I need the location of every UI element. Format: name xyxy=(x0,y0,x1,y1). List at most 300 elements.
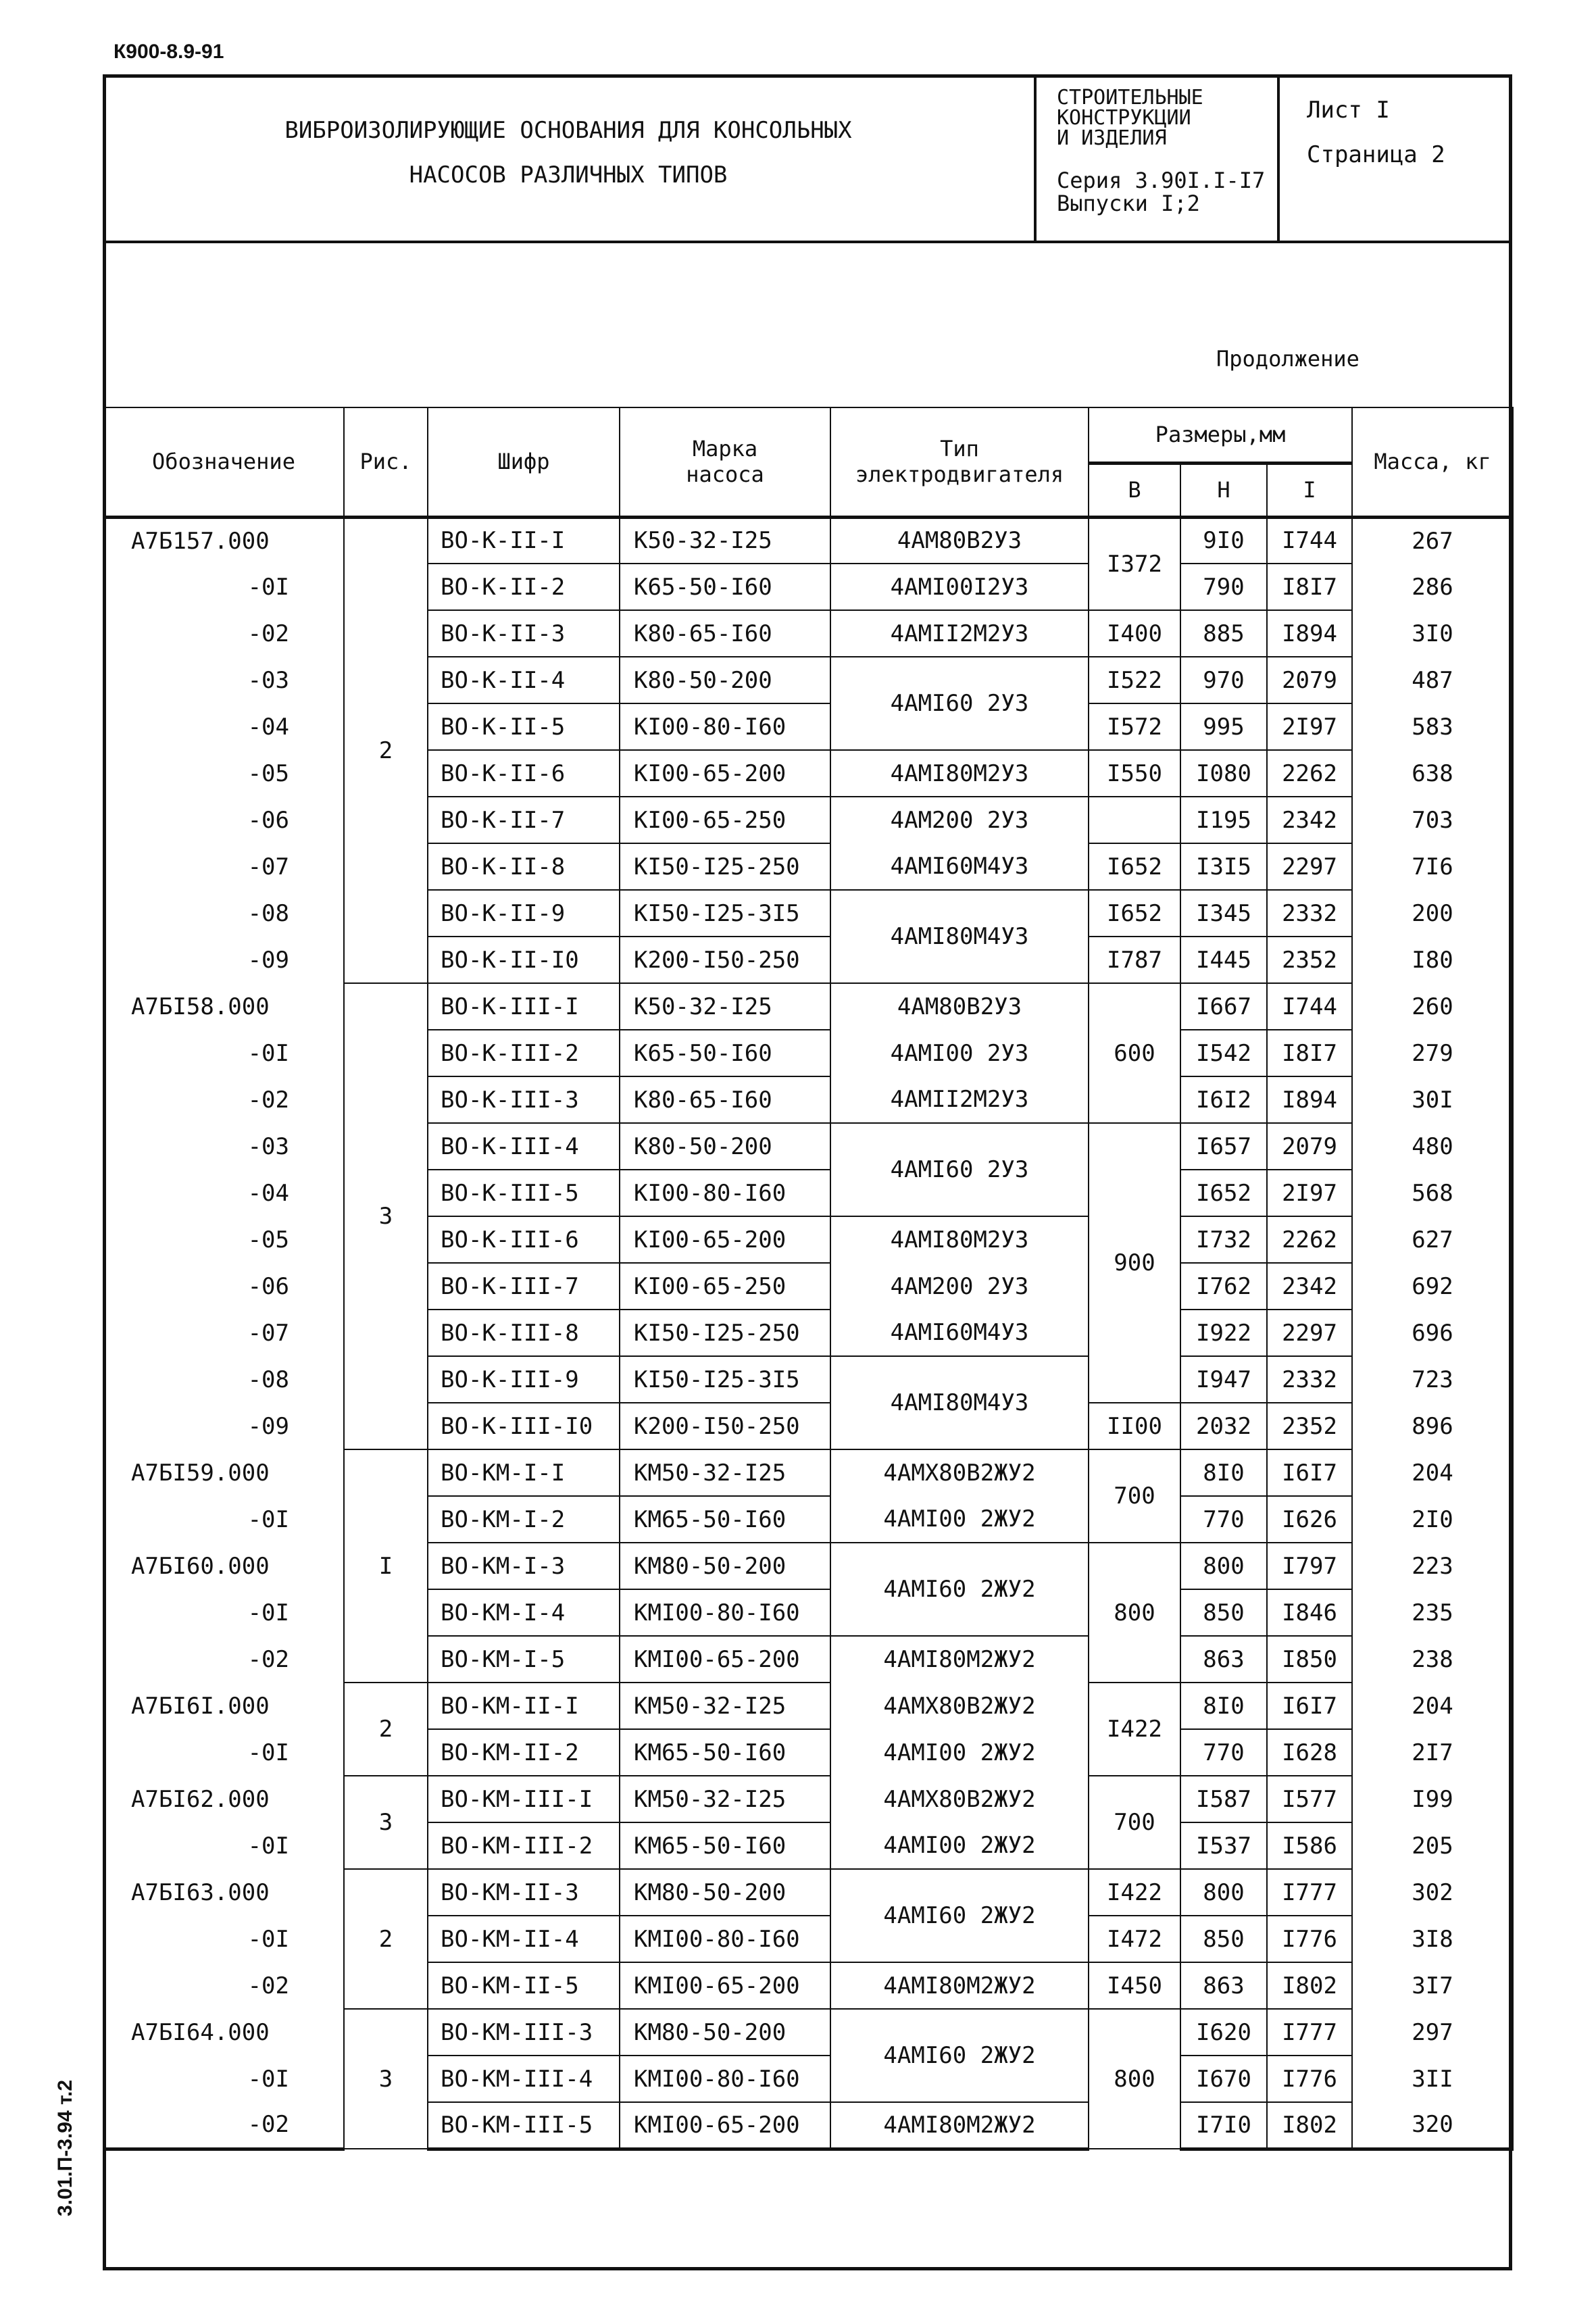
header-pump xyxy=(620,407,830,517)
table-row xyxy=(103,1030,1513,1076)
cipher-cell: ВО-К-III-4 xyxy=(428,1123,620,1170)
designation-cell: -03 xyxy=(103,1123,344,1170)
sheet-info xyxy=(1307,88,1445,177)
table-row xyxy=(103,937,1513,983)
motor-cell: 4АМII2М2У3 xyxy=(830,610,1089,657)
dim-b-cell: 800 xyxy=(1089,1543,1180,1683)
figure-cell: I xyxy=(344,1449,428,1683)
pump-cell: К65-50-I60 xyxy=(620,1030,830,1076)
mass-cell: 2I7 xyxy=(1352,1729,1513,1776)
title-divider xyxy=(1277,74,1280,241)
cipher-cell: ВО-КМ-I-4 xyxy=(428,1589,620,1636)
pump-cell: К80-65-I60 xyxy=(620,1076,830,1123)
designation-cell: -08 xyxy=(103,890,344,937)
dim-l-cell: I577 xyxy=(1267,1776,1352,1822)
pump-cell: КМI00-65-200 xyxy=(620,1962,830,2009)
header-motor-line-2: электродвигателя xyxy=(855,462,1064,488)
dim-h-cell: 995 xyxy=(1180,703,1267,750)
mass-cell: 696 xyxy=(1352,1310,1513,1356)
pump-cell: КМ80-50-200 xyxy=(620,1543,830,1589)
header-mass: Масса, кг xyxy=(1352,407,1513,517)
dim-h-cell: I587 xyxy=(1180,1776,1267,1822)
mass-cell: 692 xyxy=(1352,1263,1513,1310)
sheet-number: Лист I xyxy=(1307,97,1390,124)
dim-b-cell: I652 xyxy=(1089,843,1180,890)
mass-cell: 723 xyxy=(1352,1356,1513,1403)
motor-cell: 4АМI60М4У3 xyxy=(830,1310,1089,1356)
dim-l-cell: 2332 xyxy=(1267,890,1352,937)
cipher-cell: ВО-КМ-III-3 xyxy=(428,2009,620,2056)
figure-cell: 3 xyxy=(344,983,428,1449)
figure-cell: 3 xyxy=(344,2009,428,2149)
dim-h-cell: I732 xyxy=(1180,1216,1267,1263)
dim-l-cell: I777 xyxy=(1267,2009,1352,2056)
table-row xyxy=(103,797,1513,843)
designation-cell: -05 xyxy=(103,750,344,797)
mass-cell: 7I6 xyxy=(1352,843,1513,890)
pump-cell: К80-65-I60 xyxy=(620,610,830,657)
dim-b-cell: 600 xyxy=(1089,983,1180,1123)
pump-cell: КI00-65-200 xyxy=(620,1216,830,1263)
mass-cell: 204 xyxy=(1352,1683,1513,1729)
mass-cell: 638 xyxy=(1352,750,1513,797)
pump-cell: КМ80-50-200 xyxy=(620,2009,830,2056)
dim-l-cell: I894 xyxy=(1267,1076,1352,1123)
cipher-cell: ВО-К-II-7 xyxy=(428,797,620,843)
pump-cell: КМI00-80-I60 xyxy=(620,2056,830,2102)
pump-cell: КМ65-50-I60 xyxy=(620,1822,830,1869)
motor-cell: 4АМХ80В2ЖУ2 xyxy=(830,1449,1089,1496)
header-motor xyxy=(830,407,1089,517)
motor-cell: 4АМI60 2ЖУ2 xyxy=(830,1543,1089,1636)
cipher-cell: ВО-КМ-III-I xyxy=(428,1776,620,1822)
motor-cell: 4АМI60 2ЖУ2 xyxy=(830,2009,1089,2102)
dim-h-cell: 850 xyxy=(1180,1916,1267,1962)
motor-cell: 4АМI80М2ЖУ2 xyxy=(830,2102,1089,2149)
dim-b-cell: I422 xyxy=(1089,1869,1180,1916)
dim-h-cell: 790 xyxy=(1180,564,1267,610)
cipher-cell: ВО-К-III-9 xyxy=(428,1356,620,1403)
designation-cell: А7БI64.000 xyxy=(103,2009,344,2056)
table-row xyxy=(103,1776,1513,1822)
document-title xyxy=(103,108,1034,197)
dim-h-cell: 970 xyxy=(1180,657,1267,703)
designation-cell: -09 xyxy=(103,1403,344,1449)
dim-h-cell: I922 xyxy=(1180,1310,1267,1356)
table-row xyxy=(103,750,1513,797)
cipher-cell: ВО-К-III-5 xyxy=(428,1170,620,1216)
dim-h-cell: 8I0 xyxy=(1180,1683,1267,1729)
dim-l-cell: 2079 xyxy=(1267,1123,1352,1170)
figure-cell: 2 xyxy=(344,1683,428,1776)
dim-b-cell: 800 xyxy=(1089,2009,1180,2149)
designation-cell: А7БI62.000 xyxy=(103,1776,344,1822)
dim-l-cell: 2079 xyxy=(1267,657,1352,703)
dim-h-cell: 863 xyxy=(1180,1636,1267,1683)
motor-cell: 4АМI80М4У3 xyxy=(830,1356,1089,1449)
pump-cell: К80-50-200 xyxy=(620,657,830,703)
table-row xyxy=(103,983,1513,1030)
motor-cell: 4АМI80М2ЖУ2 xyxy=(830,1962,1089,2009)
pump-cell: КМ50-32-I25 xyxy=(620,1449,830,1496)
dim-b-cell: I450 xyxy=(1089,1962,1180,2009)
table-row xyxy=(103,703,1513,750)
dim-h-cell: I080 xyxy=(1180,750,1267,797)
dim-b-cell: 700 xyxy=(1089,1449,1180,1543)
motor-cell: 4АМ200 2У3 xyxy=(830,797,1089,843)
cipher-cell: ВО-К-III-I0 xyxy=(428,1403,620,1449)
pump-cell: КI00-80-I60 xyxy=(620,703,830,750)
cipher-cell: ВО-К-II-I xyxy=(428,517,620,564)
designation-cell: -09 xyxy=(103,937,344,983)
motor-cell: 4АМХ80В2ЖУ2 xyxy=(830,1683,1089,1729)
series-label xyxy=(1057,169,1265,215)
header-cipher: Шифр xyxy=(428,407,620,517)
designation-cell: -07 xyxy=(103,843,344,890)
table-row xyxy=(103,1449,1513,1496)
figure-cell: 2 xyxy=(344,1869,428,2009)
motor-cell: 4АМI80М2У3 xyxy=(830,750,1089,797)
designation-cell: -02 xyxy=(103,1636,344,1683)
designation-cell: -04 xyxy=(103,703,344,750)
designation-cell: -0I xyxy=(103,1916,344,1962)
dim-b-cell: I572 xyxy=(1089,703,1180,750)
dim-b-cell: II00 xyxy=(1089,1403,1180,1449)
motor-cell: 4АМI80М2У3 xyxy=(830,1216,1089,1263)
table-row xyxy=(103,1123,1513,1170)
dim-h-cell: I947 xyxy=(1180,1356,1267,1403)
motor-cell: 4АМ200 2У3 xyxy=(830,1263,1089,1310)
dim-l-cell: I744 xyxy=(1267,983,1352,1030)
mass-cell: 267 xyxy=(1352,517,1513,564)
pump-cell: К200-I50-250 xyxy=(620,1403,830,1449)
title-divider xyxy=(1034,74,1037,241)
cipher-cell: ВО-К-II-3 xyxy=(428,610,620,657)
designation-cell: А7БI6I.000 xyxy=(103,1683,344,1729)
pump-cell: КI00-65-250 xyxy=(620,1263,830,1310)
designation-cell: -03 xyxy=(103,657,344,703)
motor-cell: 4АМI60 2ЖУ2 xyxy=(830,1869,1089,1962)
motor-cell: 4АМI00 2У3 xyxy=(830,1030,1089,1076)
designation-cell: -02 xyxy=(103,610,344,657)
cipher-cell: ВО-КМ-II-I xyxy=(428,1683,620,1729)
pump-cell: КМ50-32-I25 xyxy=(620,1776,830,1822)
title-line-1: ВИБРОИЗОЛИРУЮЩИЕ ОСНОВАНИЯ ДЛЯ КОНСОЛЬНЫХ xyxy=(284,117,852,144)
designation-cell: -02 xyxy=(103,1962,344,2009)
mass-cell: 223 xyxy=(1352,1543,1513,1589)
designation-cell: -05 xyxy=(103,1216,344,1263)
dim-h-cell: I670 xyxy=(1180,2056,1267,2102)
dim-h-cell: 800 xyxy=(1180,1869,1267,1916)
dim-l-cell: I797 xyxy=(1267,1543,1352,1589)
dim-h-cell: I667 xyxy=(1180,983,1267,1030)
dim-h-cell: I7I0 xyxy=(1180,2102,1267,2149)
table-row xyxy=(103,1496,1513,1543)
dim-h-cell: I445 xyxy=(1180,937,1267,983)
designation-cell: -0I xyxy=(103,1496,344,1543)
table-row xyxy=(103,1403,1513,1449)
specification-table xyxy=(103,407,1514,2151)
dim-h-cell: I537 xyxy=(1180,1822,1267,1869)
header-figure: Рис. xyxy=(344,407,428,517)
table-row xyxy=(103,1636,1513,1683)
dim-l-cell: 2262 xyxy=(1267,1216,1352,1263)
dim-h-cell: 9I0 xyxy=(1180,517,1267,564)
designation-cell: -06 xyxy=(103,797,344,843)
pump-cell: КМI00-65-200 xyxy=(620,1636,830,1683)
motor-cell: 4АМI60 2У3 xyxy=(830,657,1089,750)
dim-l-cell: I802 xyxy=(1267,2102,1352,2149)
pump-cell: КI50-I25-250 xyxy=(620,843,830,890)
motor-cell: 4АМII2М2У3 xyxy=(830,1076,1089,1123)
dim-l-cell: 2352 xyxy=(1267,1403,1352,1449)
designation-cell: А7БI60.000 xyxy=(103,1543,344,1589)
motor-cell: 4АМI00I2У3 xyxy=(830,564,1089,610)
cipher-cell: ВО-КМ-I-5 xyxy=(428,1636,620,1683)
mass-cell: 279 xyxy=(1352,1030,1513,1076)
dim-l-cell: 2342 xyxy=(1267,797,1352,843)
dim-h-cell: I6I2 xyxy=(1180,1076,1267,1123)
dim-b-cell: I372 xyxy=(1089,517,1180,610)
dim-l-cell: I777 xyxy=(1267,1869,1352,1916)
cipher-cell: ВО-К-II-9 xyxy=(428,890,620,937)
mass-cell: 487 xyxy=(1352,657,1513,703)
dim-b-cell: 900 xyxy=(1089,1123,1180,1403)
figure-cell: 3 xyxy=(344,1776,428,1869)
pump-cell: КМ80-50-200 xyxy=(620,1869,830,1916)
dim-l-cell: 2332 xyxy=(1267,1356,1352,1403)
cipher-cell: ВО-К-III-2 xyxy=(428,1030,620,1076)
title-block xyxy=(103,74,1512,243)
table-row xyxy=(103,1216,1513,1263)
pump-cell: КМ50-32-I25 xyxy=(620,1683,830,1729)
mass-cell: 204 xyxy=(1352,1449,1513,1496)
dim-l-cell: 2297 xyxy=(1267,1310,1352,1356)
dim-h-cell: I345 xyxy=(1180,890,1267,937)
header-dim-h: Н xyxy=(1180,463,1267,517)
mass-cell: I99 xyxy=(1352,1776,1513,1822)
designation-cell: -02 xyxy=(103,2102,344,2149)
motor-cell: 4АМI60 2У3 xyxy=(830,1123,1089,1216)
pump-cell: КI50-I25-250 xyxy=(620,1310,830,1356)
category-label xyxy=(1057,88,1203,149)
pump-cell: КМ65-50-I60 xyxy=(620,1496,830,1543)
dim-l-cell: 2I97 xyxy=(1267,703,1352,750)
series-number: Серия 3.90I.I-I7 xyxy=(1057,168,1266,193)
table-row xyxy=(103,1170,1513,1216)
motor-cell: 4АМ80В2У3 xyxy=(830,517,1089,564)
figure-cell: 2 xyxy=(344,517,428,983)
dim-l-cell: I628 xyxy=(1267,1729,1352,1776)
pump-cell: КI50-I25-3I5 xyxy=(620,890,830,937)
pump-cell: КМ65-50-I60 xyxy=(620,1729,830,1776)
motor-cell: 4АМI00 2ЖУ2 xyxy=(830,1496,1089,1543)
mass-cell: 568 xyxy=(1352,1170,1513,1216)
dim-l-cell: 2262 xyxy=(1267,750,1352,797)
dim-h-cell: I620 xyxy=(1180,2009,1267,2056)
designation-cell: -0I xyxy=(103,1729,344,1776)
cipher-cell: ВО-К-III-7 xyxy=(428,1263,620,1310)
designation-cell: -02 xyxy=(103,1076,344,1123)
dim-h-cell: 770 xyxy=(1180,1496,1267,1543)
mass-cell: 200 xyxy=(1352,890,1513,937)
pump-cell: КI00-65-200 xyxy=(620,750,830,797)
mass-cell: 2I0 xyxy=(1352,1496,1513,1543)
designation-cell: А7БI63.000 xyxy=(103,1869,344,1916)
designation-cell: -06 xyxy=(103,1263,344,1310)
dim-h-cell: I3I5 xyxy=(1180,843,1267,890)
table-row xyxy=(103,1869,1513,1916)
dim-h-cell: 800 xyxy=(1180,1543,1267,1589)
dim-h-cell: 8I0 xyxy=(1180,1449,1267,1496)
page-number: Страница 2 xyxy=(1307,141,1445,168)
dim-l-cell: I626 xyxy=(1267,1496,1352,1543)
pump-cell: КI00-80-I60 xyxy=(620,1170,830,1216)
table-row xyxy=(103,2009,1513,2056)
pump-cell: К50-32-I25 xyxy=(620,517,830,564)
mass-cell: 583 xyxy=(1352,703,1513,750)
dim-l-cell: I850 xyxy=(1267,1636,1352,1683)
pump-cell: КМI00-80-I60 xyxy=(620,1916,830,1962)
dim-b-cell: I422 xyxy=(1089,1683,1180,1776)
side-document-code: 3.01.П-3.94 т.2 xyxy=(54,2079,76,2216)
dim-b-cell: I400 xyxy=(1089,610,1180,657)
dim-h-cell: I762 xyxy=(1180,1263,1267,1310)
category-line-2: КОНСТРУКЦИИ xyxy=(1057,106,1191,130)
motor-cell: 4АМI00 2ЖУ2 xyxy=(830,1729,1089,1776)
table-row xyxy=(103,1916,1513,1962)
table-row xyxy=(103,2056,1513,2102)
cipher-cell: ВО-КМ-I-2 xyxy=(428,1496,620,1543)
dim-b-cell xyxy=(1089,797,1180,843)
mass-cell: 3II xyxy=(1352,2056,1513,2102)
dim-l-cell: I776 xyxy=(1267,2056,1352,2102)
dim-l-cell: I6I7 xyxy=(1267,1683,1352,1729)
mass-cell: 286 xyxy=(1352,564,1513,610)
cipher-cell: ВО-К-II-I0 xyxy=(428,937,620,983)
dim-l-cell: I846 xyxy=(1267,1589,1352,1636)
motor-cell: 4АМ80В2У3 xyxy=(830,983,1089,1030)
cipher-cell: ВО-КМ-II-3 xyxy=(428,1869,620,1916)
pump-cell: К80-50-200 xyxy=(620,1123,830,1170)
mass-cell: 3I7 xyxy=(1352,1962,1513,2009)
header-dimensions: Размеры,мм xyxy=(1089,407,1352,463)
mass-cell: 260 xyxy=(1352,983,1513,1030)
cipher-cell: ВО-КМ-III-4 xyxy=(428,2056,620,2102)
dim-l-cell: I776 xyxy=(1267,1916,1352,1962)
category-line-1: СТРОИТЕЛЬНЫЕ xyxy=(1057,86,1203,109)
cipher-cell: ВО-К-III-3 xyxy=(428,1076,620,1123)
table-row xyxy=(103,1356,1513,1403)
dim-l-cell: 2342 xyxy=(1267,1263,1352,1310)
motor-cell: 4АМI60М4У3 xyxy=(830,843,1089,890)
cipher-cell: ВО-К-II-8 xyxy=(428,843,620,890)
mass-cell: 480 xyxy=(1352,1123,1513,1170)
table-row xyxy=(103,1962,1513,2009)
designation-cell: -0I xyxy=(103,2056,344,2102)
designation-cell: -0I xyxy=(103,564,344,610)
mass-cell: 302 xyxy=(1352,1869,1513,1916)
designation-cell: -0I xyxy=(103,1589,344,1636)
dim-l-cell: I744 xyxy=(1267,517,1352,564)
dim-h-cell: 863 xyxy=(1180,1962,1267,2009)
designation-cell: -0I xyxy=(103,1822,344,1869)
table-row xyxy=(103,1076,1513,1123)
dim-l-cell: I6I7 xyxy=(1267,1449,1352,1496)
dim-l-cell: I8I7 xyxy=(1267,564,1352,610)
mass-cell: 3I0 xyxy=(1352,610,1513,657)
cipher-cell: ВО-К-II-4 xyxy=(428,657,620,703)
designation-cell: А7БI59.000 xyxy=(103,1449,344,1496)
dim-b-cell: I472 xyxy=(1089,1916,1180,1962)
dim-h-cell: I652 xyxy=(1180,1170,1267,1216)
cipher-cell: ВО-КМ-I-I xyxy=(428,1449,620,1496)
mass-cell: 3I8 xyxy=(1352,1916,1513,1962)
document-code: К900-8.9-91 xyxy=(114,41,224,63)
dim-h-cell: 2032 xyxy=(1180,1403,1267,1449)
cipher-cell: ВО-КМ-II-2 xyxy=(428,1729,620,1776)
designation-cell: -0I xyxy=(103,1030,344,1076)
cipher-cell: ВО-К-II-6 xyxy=(428,750,620,797)
continued-label: Продолжение xyxy=(1216,346,1360,372)
cipher-cell: ВО-КМ-III-2 xyxy=(428,1822,620,1869)
pump-cell: КМI00-65-200 xyxy=(620,2102,830,2149)
dim-h-cell: 850 xyxy=(1180,1589,1267,1636)
dim-h-cell: I195 xyxy=(1180,797,1267,843)
table-row xyxy=(103,1683,1513,1729)
table-row xyxy=(103,517,1513,564)
designation-cell: А7БI58.000 xyxy=(103,983,344,1030)
table-row xyxy=(103,890,1513,937)
designation-cell: -08 xyxy=(103,1356,344,1403)
dim-b-cell: I787 xyxy=(1089,937,1180,983)
mass-cell: 205 xyxy=(1352,1822,1513,1869)
dim-l-cell: I802 xyxy=(1267,1962,1352,2009)
dim-b-cell: 700 xyxy=(1089,1776,1180,1869)
header-designation: Обозначение xyxy=(103,407,344,517)
pump-cell: КМI00-80-I60 xyxy=(620,1589,830,1636)
pump-cell: КI50-I25-3I5 xyxy=(620,1356,830,1403)
cipher-cell: ВО-К-II-2 xyxy=(428,564,620,610)
table-row xyxy=(103,1310,1513,1356)
mass-cell: 238 xyxy=(1352,1636,1513,1683)
mass-cell: 320 xyxy=(1352,2102,1513,2149)
designation-cell: А7Б157.000 xyxy=(103,517,344,564)
mass-cell: 30I xyxy=(1352,1076,1513,1123)
table-row xyxy=(103,2102,1513,2149)
dim-h-cell: I542 xyxy=(1180,1030,1267,1076)
cipher-cell: ВО-К-III-6 xyxy=(428,1216,620,1263)
motor-cell: 4АМI80М2ЖУ2 xyxy=(830,1636,1089,1683)
cipher-cell: ВО-КМ-II-4 xyxy=(428,1916,620,1962)
table-row xyxy=(103,843,1513,890)
motor-cell: 4АМХ80В2ЖУ2 xyxy=(830,1776,1089,1822)
table-row xyxy=(103,1822,1513,1869)
category-line-3: И ИЗДЕЛИЯ xyxy=(1057,126,1167,150)
table-row xyxy=(103,564,1513,610)
cipher-cell: ВО-КМ-III-5 xyxy=(428,2102,620,2149)
designation-cell: -04 xyxy=(103,1170,344,1216)
dim-l-cell: I894 xyxy=(1267,610,1352,657)
dim-b-cell: I652 xyxy=(1089,890,1180,937)
dim-l-cell: 2297 xyxy=(1267,843,1352,890)
mass-cell: I80 xyxy=(1352,937,1513,983)
designation-cell: -07 xyxy=(103,1310,344,1356)
cipher-cell: ВО-КМ-II-5 xyxy=(428,1962,620,2009)
motor-cell: 4АМI80М4У3 xyxy=(830,890,1089,983)
dim-l-cell: I586 xyxy=(1267,1822,1352,1869)
dim-l-cell: 2I97 xyxy=(1267,1170,1352,1216)
